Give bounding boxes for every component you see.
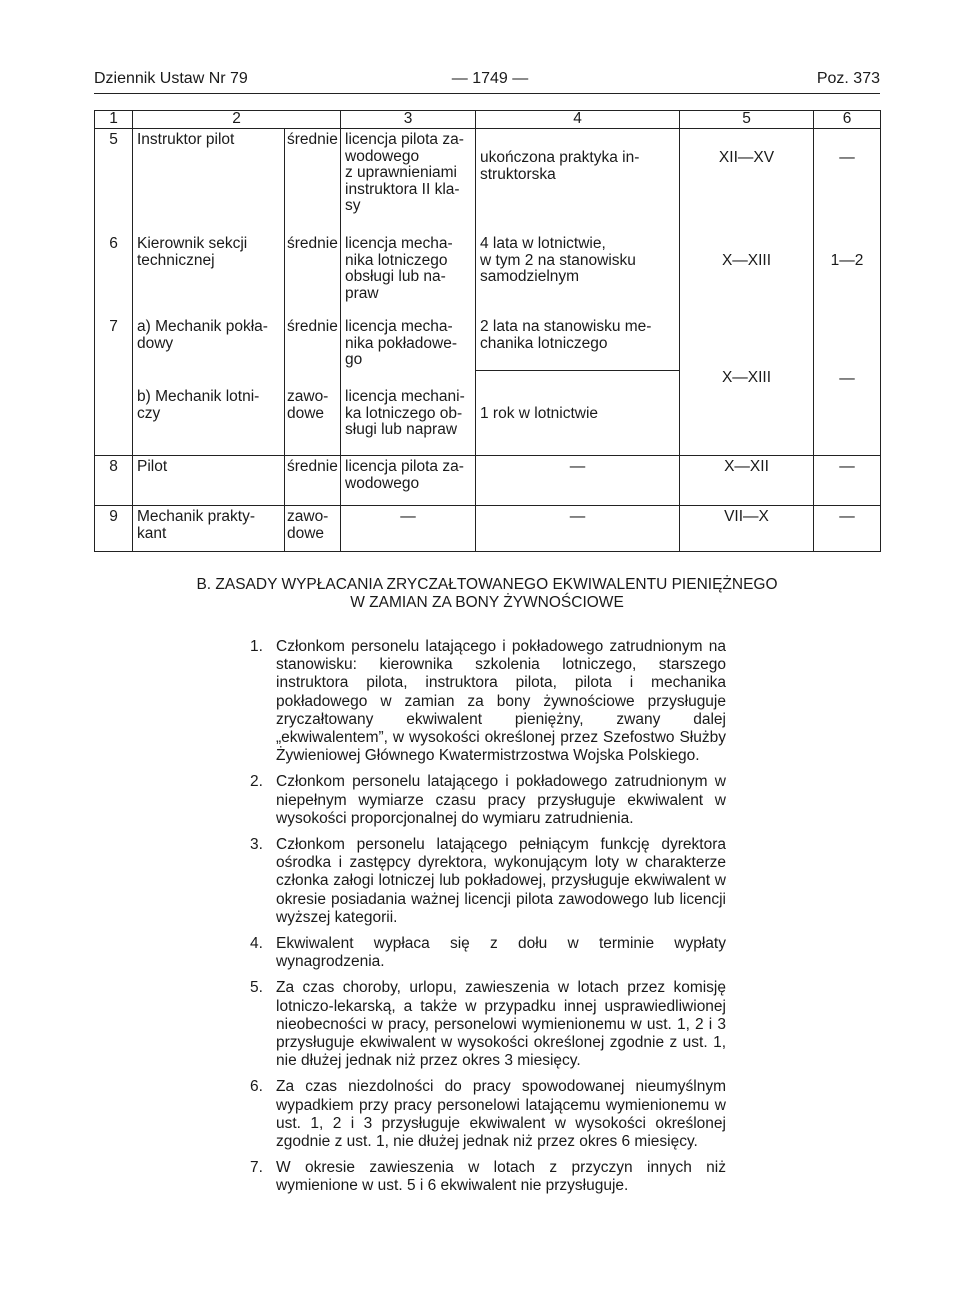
required-license: — (341, 506, 476, 552)
item-text: Ekwiwalent wypłaca się z dołu w terminie wypłaty wynagrodzenia. (276, 935, 726, 971)
item-number: 6. (250, 1078, 263, 1096)
position-number: Poz. 373 (816, 70, 880, 87)
education-level-a: średnie (287, 318, 338, 335)
list-item (250, 979, 726, 1070)
experience-cell (476, 319, 680, 456)
item-number: 1. (250, 638, 263, 655)
education-level: średnie (285, 129, 341, 237)
required-license: licencja pilota za- wodowego (341, 456, 476, 506)
list-item (250, 638, 726, 765)
item-text: Za czas niezdolności do pracy spowodowanej nieumyślnym wypadkiem przy pracy personelowi latającemu wymienionemu w ust. 1, 2 i 3 przysługuje ekwiwalent w wysokości określonej zgodnie z ust. 1, nie dłużej jednak niż przez okres 6 miesięcy. (276, 1078, 726, 1151)
table-row (95, 456, 881, 506)
list-item (250, 1159, 726, 1195)
rules-list (250, 638, 726, 1204)
table-row (95, 319, 881, 456)
column-number: 4 (476, 111, 680, 129)
row-number: 8 (95, 456, 133, 506)
required-experience-b: 1 rok w lotnictwie (480, 405, 599, 422)
row-number: 9 (95, 506, 133, 552)
position-name-b: b) Mechanik lotni- czy (137, 388, 260, 422)
row-number: 6 (95, 236, 133, 319)
page-number: — 1749 — (451, 70, 529, 87)
staff-count: — (814, 456, 881, 506)
required-license-a: licencja mecha- nika pokładowe- go (345, 318, 458, 368)
item-number: 4. (250, 935, 263, 953)
item-number: 3. (250, 836, 263, 854)
header-rule (94, 93, 880, 94)
staff-count: — (814, 129, 881, 237)
item-text: W okresie zawieszenia w lotach z przyczyn innych niż wymienione w ust. 5 i 6 ekwiwalent nie przysługuje. (276, 1159, 726, 1195)
pay-grades: XII—XV (680, 129, 814, 237)
required-license: licencja pilota za- wodowego z uprawnieniami instruktora II kla- sy (341, 129, 476, 237)
required-experience-a: 2 lata na stanowisku me- chanika lotniczego (480, 318, 652, 352)
pay-grades: X—XIII (680, 319, 814, 456)
education-level: zawo- dowe (285, 506, 341, 552)
column-number: 1 (95, 111, 133, 129)
list-item (250, 836, 726, 927)
required-experience: — (476, 506, 680, 552)
item-text: Członkom personelu latającego i pokładowego zatrudnionym na stanowisku: kierownika szkolenia lotniczego, starszego instruktora pilota, instruktora pilota, pilota i mechanika pokładowego w zamian za bony żywnościowe przysługuje zryczałtowany ekwiwalent pieniężny, zwany dalej „ekwiwalentem”, w wysokości określonej przez Szefostwo Służby Żywieniowej Głównego Kwatermistrzostwa Wojska Polskiego. (276, 638, 726, 765)
row-number: 7 (95, 319, 133, 456)
list-item (250, 773, 726, 828)
list-item (250, 935, 726, 971)
education-level-b: zawo- dowe (287, 388, 329, 422)
journal-title: Dziennik Ustaw Nr 79 (94, 70, 248, 87)
column-number: 3 (341, 111, 476, 129)
education-cell (285, 319, 341, 456)
table-row (95, 129, 881, 237)
position-cell (133, 319, 285, 456)
required-experience: — (476, 456, 680, 506)
section-title-line: B. ZASADY WYPŁACANIA ZRYCZAŁTOWANEGO EKWIWALENTU PIENIĘŻNEGO (196, 576, 778, 593)
position-name: Pilot (133, 456, 285, 506)
item-text: Członkom personelu latającego i pokładowego zatrudnionym w niepełnym wymiarze czasu pracy przysługuje ekwiwalent w wysokości proporcjonalnej do wymiaru zatrudnienia. (276, 773, 726, 827)
row-number: 5 (95, 129, 133, 237)
required-experience: ukończona praktyka in- struktorska (476, 129, 680, 237)
education-level: średnie (285, 236, 341, 319)
required-experience: 4 lata w lotnictwie, w tym 2 na stanowisku samodzielnym (476, 236, 680, 319)
list-item (250, 1078, 726, 1151)
section-title-line: W ZAMIAN ZA BONY ŻYWNOŚCIOWE (350, 594, 624, 611)
column-number: 6 (814, 111, 881, 129)
license-cell (341, 319, 476, 456)
staff-count: — (814, 506, 881, 552)
pay-grades: X—XII (680, 456, 814, 506)
positions-table (94, 110, 881, 552)
table-row (95, 506, 881, 552)
pay-grades: VII—X (680, 506, 814, 552)
column-number: 5 (680, 111, 814, 129)
position-name: Kierownik sekcji technicznej (133, 236, 285, 319)
required-license-b: licencja mechani- ka lotniczego ob- sługi lub napraw (345, 388, 465, 438)
table-header-row (95, 111, 881, 129)
item-number: 5. (250, 979, 263, 997)
column-number: 2 (133, 111, 341, 129)
staff-count: 1—2 (814, 236, 881, 319)
education-level: średnie (285, 456, 341, 506)
pay-grades: X—XIII (680, 236, 814, 319)
item-number: 7. (250, 1159, 263, 1177)
section-title (94, 576, 880, 612)
table-row (95, 236, 881, 319)
position-name: Instruktor pilot (133, 129, 285, 237)
required-license: licencja mecha- nika lotniczego obsługi lub na- praw (341, 236, 476, 319)
position-name-a: a) Mechanik pokła- dowy (137, 318, 268, 352)
position-name: Mechanik prakty- kant (133, 506, 285, 552)
staff-count: — (814, 319, 881, 456)
item-number: 2. (250, 773, 263, 791)
item-text: Członkom personelu latającego pełniącym funkcję dyrektora ośrodka i zastępcy dyrektora, wykonującym loty w charakterze członka załogi lotniczej lub pokładowej, przysługuje ekwiwalent w okresie posiadania ważnej licencji pilota zawodowego lub licencji wyższej kategorii. (276, 836, 726, 926)
item-text: Za czas choroby, urlopu, zawieszenia w lotach przez komisję lotniczo-lekarską, a także w przypadku innej usprawiedliwionej nieobecności w pracy, personelowi wymienionemu w ust. 1, 2 i 3 przysługuje ekwiwalent w wysokości określonej zgodnie z ust. 1, nie dłużej jednak niż przez okres 3 miesięcy. (276, 979, 726, 1070)
